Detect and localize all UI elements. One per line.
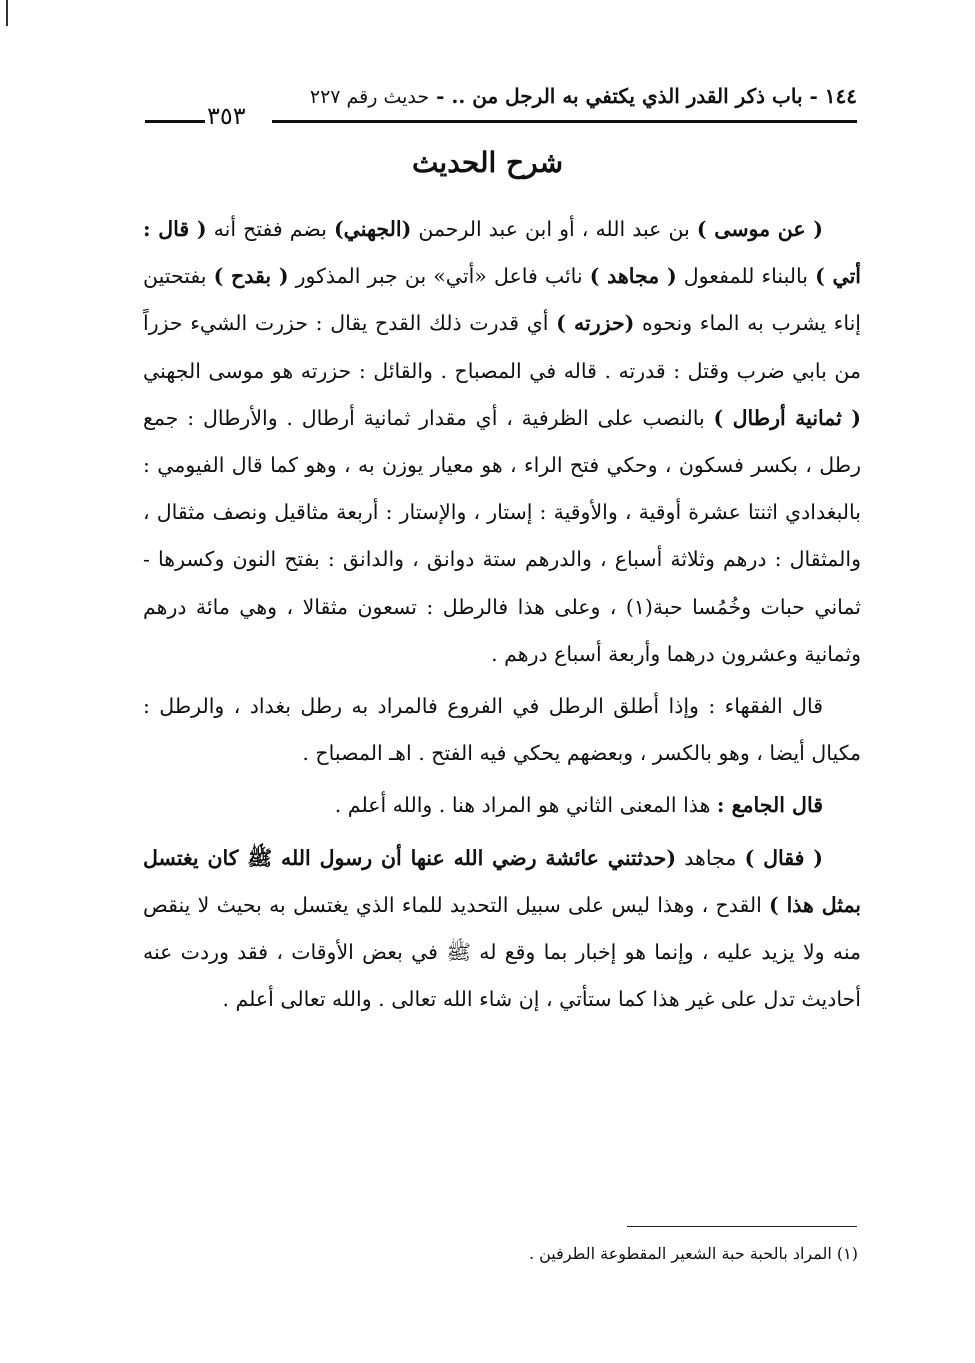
page-number-rule [145, 120, 205, 123]
paragraph-1: ( عن موسى ) بن عبد الله ، أو ابن عبد الرحمن (الجهني) بضم ففتح أنه ( قال : أتي ) بالبناء للمفعول ( مجاهد ) نائب فاعل «أتي» بن جبر المذكور ( بقدح ) بفتحتين إناء يشرب به الماء ونحوه (حزرته ) أي قدرت ذلك القدح يقال : حزرت الشيء حزراً من بابي ضرب وقتل : قدرته . قاله في المصباح . والقائل : حزرته هو موسى الجهني ( ثمانية أرطال ) بالنصب على الظرفية ، أي مقدار ثمانية أرطال . والأرطال : جمع رطل ، بكسر فسكون ، وحكي فتح الراء ، هو معيار يوزن به ، وهو كما قال الفيومي : بالبغدادي اثنتا عشرة أوقية ، والأوقية : إستار ، والإستار : أربعة مثاقيل ونصف مثقال ، والمثقال : درهم وثلاثة أسباع ، والدرهم ستة دوانق ، والدانق : بفتح النون وكسرها - ثماني حبات وخُمُسا حبة(١) ، وعلى هذا فالرطل : تسعون مثقالا ، وهي مائة درهم وثمانية وعشرون درهما وأربعة أسباع درهم . [143, 217, 861, 666]
chapter-title: ١٤٤ - باب ذكر القدر الذي يكتفي به الرجل من .. - حديث رقم ٢٢٧ [309, 84, 857, 108]
page-edge-rule [6, 0, 8, 26]
footnote: (١) المراد بالحبة حبة الشعير المقطوعة الطرفين . [528, 1244, 858, 1263]
footnote-rule [627, 1226, 857, 1227]
section-title: شرح الحديث [411, 146, 564, 179]
header-rule [272, 120, 857, 123]
commentary-body [143, 206, 861, 1023]
page-number: ٣٥٣ [207, 102, 246, 130]
paragraph-2: قال الفقهاء : وإذا أطلق الرطل في الفروع فالمراد به رطل بغداد ، والرطل : مكيال أيضا ، وهو بالكسر ، وبعضهم يحكي فيه الفتح . اهـ المصباح . [143, 694, 861, 766]
paragraph-3: قال الجامع : هذا المعنى الثاني هو المراد هنا . والله أعلم . [334, 793, 823, 818]
hadith-number: حديث رقم ٢٢٧ [309, 86, 430, 108]
paragraph-4: ( فقال ) مجاهد (حدثتني عائشة رضي الله عنها أن رسول الله ﷺ كان يغتسل بمثل هذا ) القدح ، وهذا ليس على سبيل التحديد للماء الذي يغتسل به بحيث لا ينقص منه ولا يزيد عليه ، وإنما هو إخبار بما وقع له ﷺ في بعض الأوقات ، فقد وردت عنه أحاديث تدل على غير هذا كما ستأتي ، إن شاء الله تعالى . والله تعالى أعلم . [143, 845, 862, 1012]
running-header [145, 78, 857, 128]
